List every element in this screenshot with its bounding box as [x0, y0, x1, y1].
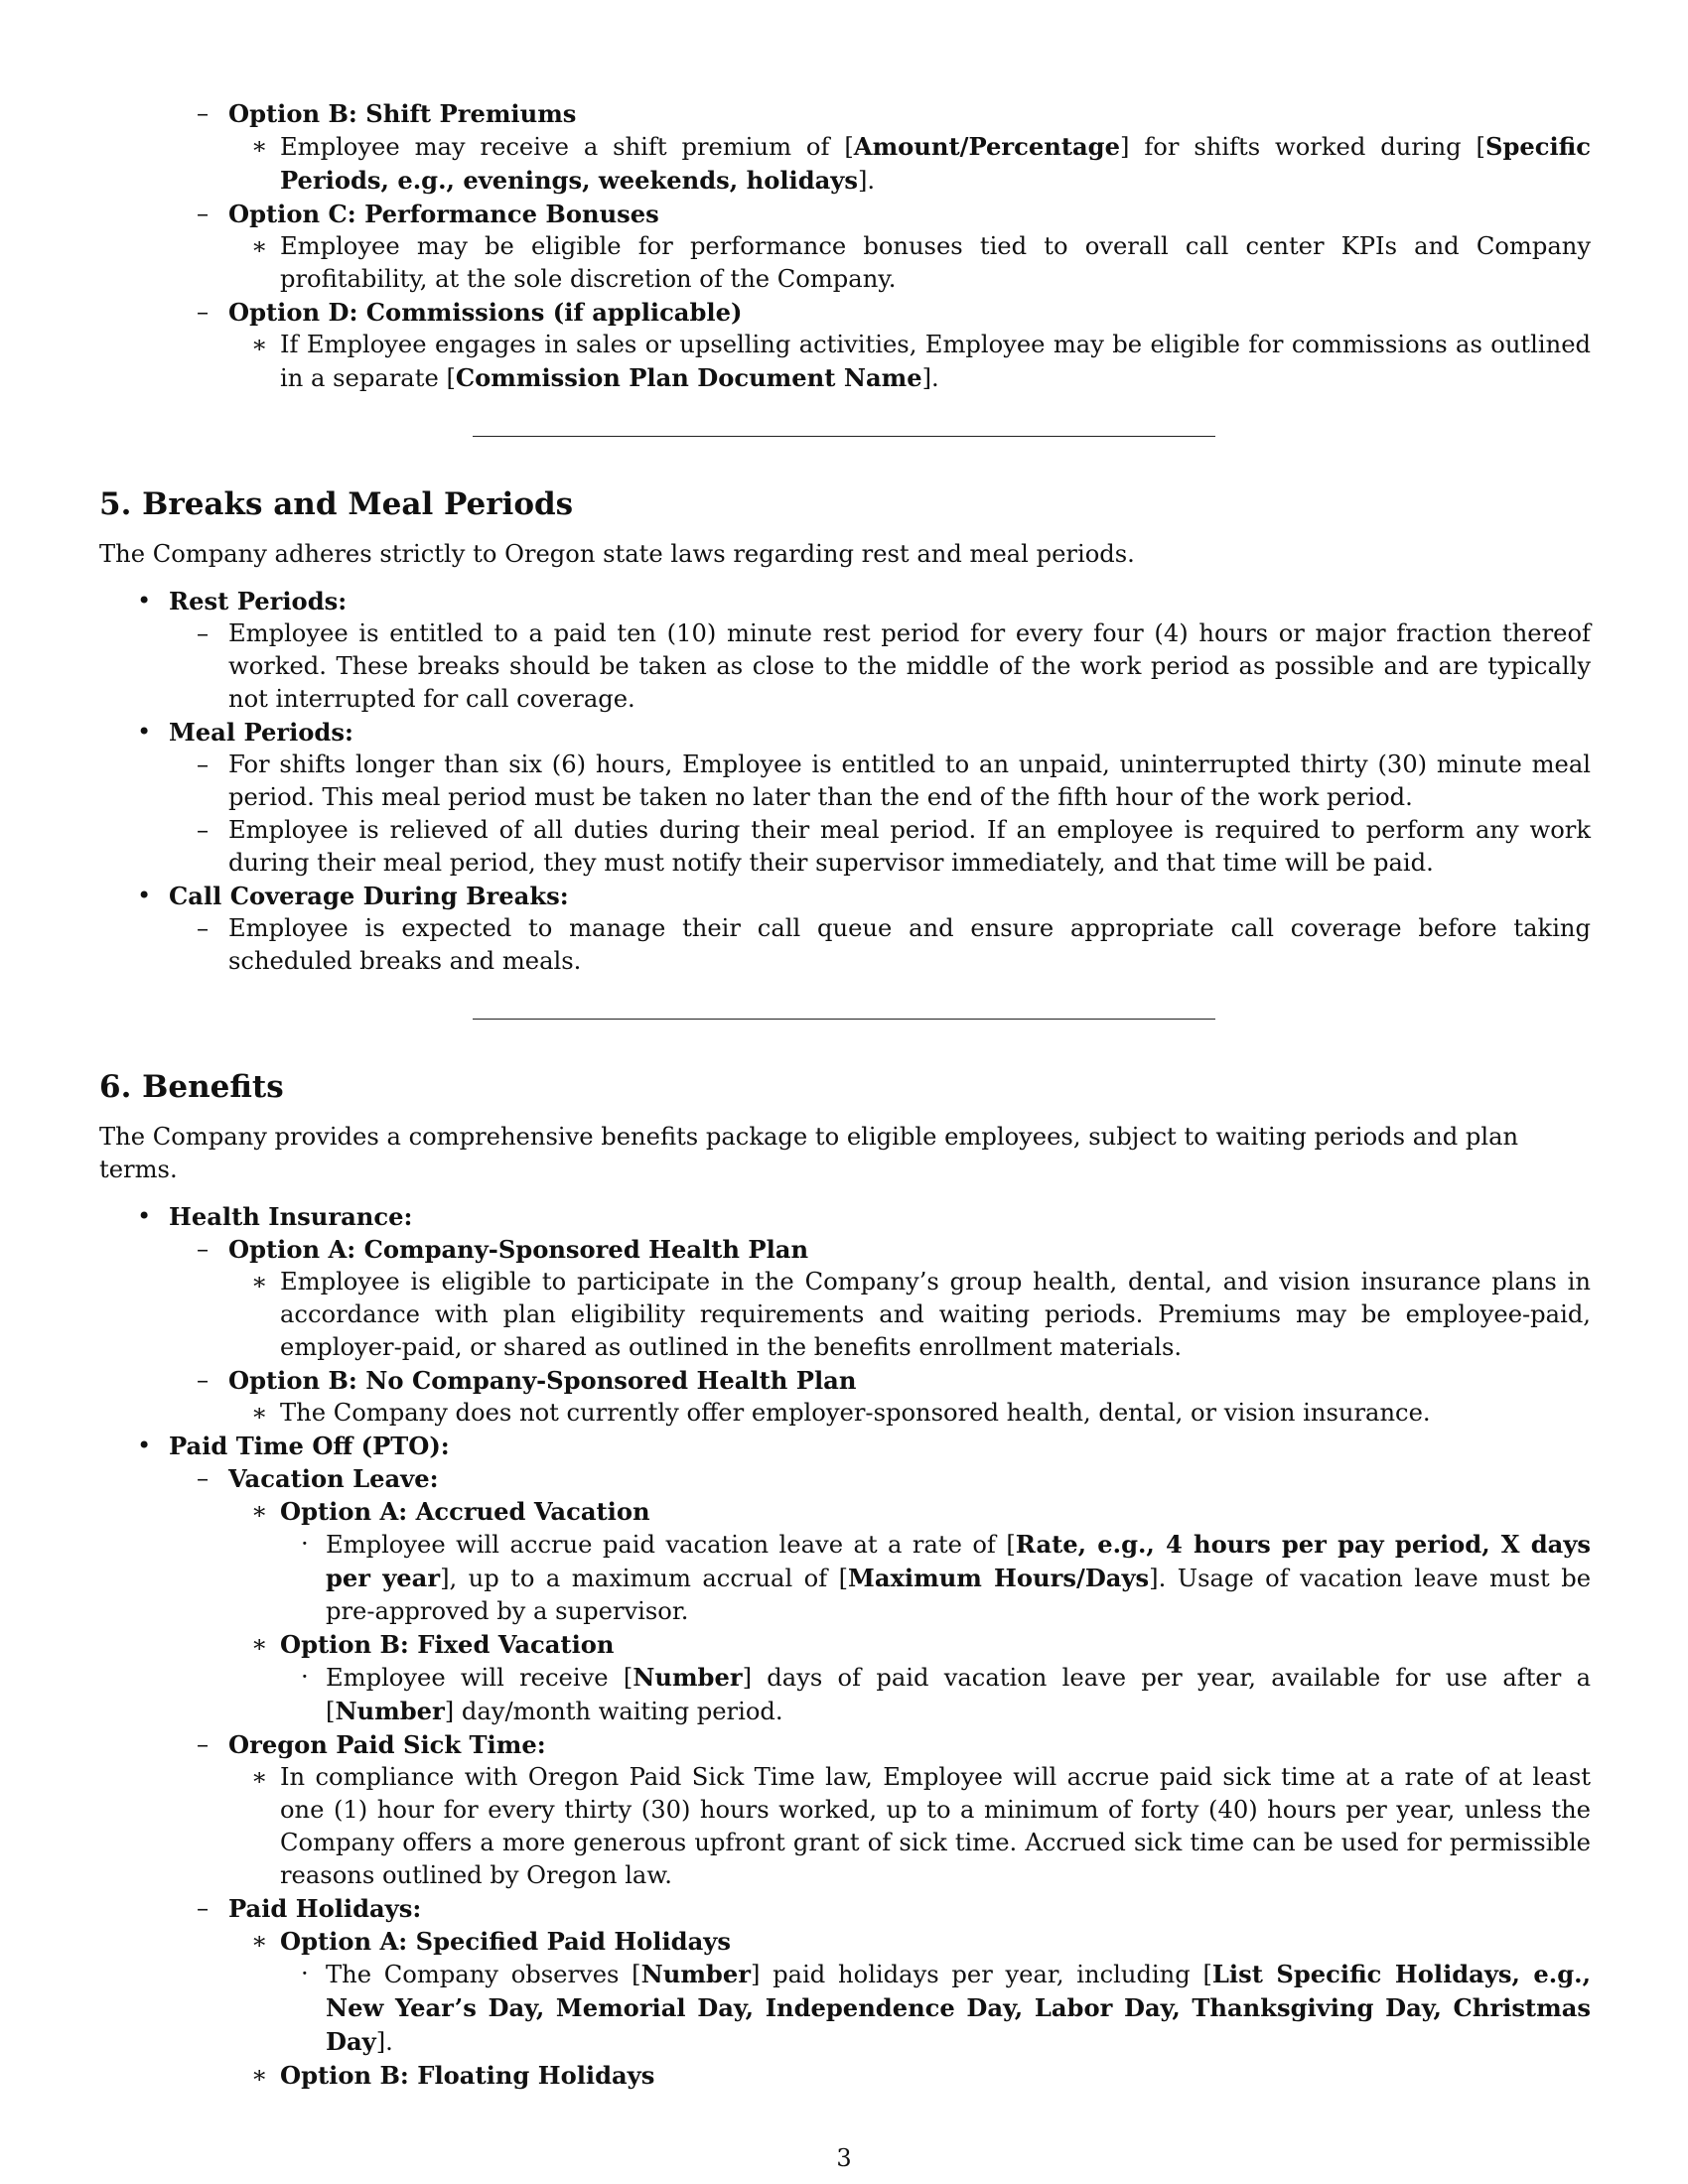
dash-marker: –: [197, 619, 210, 647]
star-marker: ∗: [251, 132, 268, 160]
item-text: For shifts longer than six (6) hours, Employee is entitled to an unpaid, uninterrupted thirty (30) minute meal period. This meal period must be taken no later than the end of the fifth hour of the work period.: [228, 751, 1591, 811]
dash-marker: –: [197, 1366, 210, 1394]
call-coverage-detail: [99, 912, 1591, 978]
section-divider: [473, 1019, 1215, 1020]
option-title: Option A: Company-Sponsored Health Plan: [228, 1235, 809, 1264]
dash-marker: –: [197, 99, 210, 127]
star-marker: ∗: [251, 1497, 268, 1525]
vacation-option-b: [99, 1628, 1591, 1661]
rest-periods-detail: [99, 617, 1591, 716]
holidays-option-a-text: [99, 1958, 1591, 2059]
health-option-b: [99, 1364, 1591, 1397]
item-label: Oregon Paid Sick Time:: [228, 1730, 546, 1759]
dash-marker: –: [197, 914, 210, 942]
star-marker: ∗: [251, 1268, 268, 1296]
item-label: Meal Periods:: [169, 718, 353, 747]
star-marker: ∗: [251, 331, 268, 358]
option-d-commissions: [99, 296, 1591, 329]
oregon-sick-time-text: [99, 1761, 1591, 1892]
item-text: Employee is eligible to participate in the Company’s group health, dental, and vision insurance plans in accordance with plan eligibility requirements and waiting periods. Premiums may be employee-paid, employer-paid, or shared as outlined in the benefits enrollment materials.: [280, 1268, 1591, 1361]
pto-item: [99, 1430, 1591, 1462]
option-title: Option B: No Company-Sponsored Health Plan: [228, 1366, 857, 1395]
star-marker: ∗: [251, 2061, 268, 2089]
holidays-option-a: [99, 1925, 1591, 1958]
paid-holidays: [99, 1892, 1591, 1925]
option-title: Option A: Specified Paid Holidays: [280, 1927, 731, 1956]
item-text: The Company observes [Number] paid holidays per year, including [List Specific Holidays, e.g., New Year’s Day, Memorial Day, Independence Day, Labor Day, Thanksgiving Day, Christmas Day].: [326, 1960, 1591, 2056]
item-text: In compliance with Oregon Paid Sick Time law, Employee will accrue paid sick time at a rate of at least one (1) hour for every thirty (30) hours worked, up to a minimum of forty (40) hours per year, unless the Company offers a more generous upfront grant of sick time. Accrued sick time can be used for permissible reasons outlined by Oregon law.: [280, 1763, 1591, 1889]
bullet-marker: •: [137, 1432, 152, 1459]
meal-periods-item: [99, 716, 1591, 749]
option-b-shift-premiums: [99, 97, 1591, 130]
dash-marker: –: [197, 1894, 210, 1922]
holidays-option-b: [99, 2059, 1591, 2092]
item-label: Rest Periods:: [169, 587, 348, 615]
meal-periods-detail-1: [99, 749, 1591, 814]
section-divider: [473, 436, 1215, 437]
option-title: Option B: Shift Premiums: [228, 99, 577, 128]
bullet-marker: •: [137, 1202, 152, 1230]
dash-marker: –: [197, 816, 210, 844]
star-marker: ∗: [251, 232, 268, 260]
dash-marker: –: [197, 200, 210, 227]
dash-marker: –: [197, 1235, 210, 1263]
star-marker: ∗: [251, 1927, 268, 1955]
item-text: Employee will receive [Number] days of paid vacation leave per year, available for use after a [Number] day/month waiting period.: [326, 1663, 1591, 1725]
item-text: The Company does not currently offer employer-sponsored health, dental, or vision insurance.: [280, 1399, 1431, 1427]
dash-marker: –: [197, 751, 210, 778]
item-label: Call Coverage During Breaks:: [169, 882, 569, 910]
item-text: Employee is relieved of all duties during their meal period. If an employee is required to perform any work during their meal period, they must notify their supervisor immediately, and that time will be paid.: [228, 816, 1591, 877]
item-label: Paid Holidays:: [228, 1894, 422, 1923]
option-title: Option A: Accrued Vacation: [280, 1497, 650, 1526]
vacation-leave: [99, 1462, 1591, 1495]
dash-marker: –: [197, 298, 210, 326]
vacation-option-a-text: [99, 1528, 1591, 1628]
item-label: Vacation Leave:: [228, 1464, 439, 1493]
bullet-marker: •: [137, 587, 152, 614]
item-label: Health Insurance:: [169, 1202, 413, 1231]
bullet-marker: •: [137, 882, 152, 909]
shift-premium-item: [99, 130, 1591, 198]
oregon-sick-time: [99, 1728, 1591, 1761]
vacation-option-a: [99, 1495, 1591, 1528]
section-5-heading: 5. Breaks and Meal Periods: [99, 486, 574, 522]
item-text: Employee is expected to manage their call queue and ensure appropriate call coverage before taking scheduled breaks and meals.: [228, 914, 1591, 975]
item-text: Employee is entitled to a paid ten (10) minute rest period for every four (4) hours or major fraction thereof worked. These breaks should be taken as close to the middle of the work period as possible and are typically not interrupted for call coverage.: [228, 619, 1591, 713]
meal-periods-detail-2: [99, 814, 1591, 880]
option-title: Option D: Commissions (if applicable): [228, 298, 743, 327]
item-label: Paid Time Off (PTO):: [169, 1432, 450, 1460]
performance-bonus-item: [99, 230, 1591, 296]
dash-marker: –: [197, 1464, 210, 1492]
option-c-performance-bonuses: [99, 198, 1591, 230]
star-marker: ∗: [251, 1399, 268, 1427]
rest-periods-item: [99, 585, 1591, 617]
page-number: 3: [836, 2144, 852, 2172]
health-insurance-item: [99, 1200, 1591, 1233]
option-title: Option B: Fixed Vacation: [280, 1630, 615, 1659]
item-text: If Employee engages in sales or upselling activities, Employee may be eligible for commissions as outlined in a separate [Commission Plan Document Name].: [280, 331, 1591, 392]
dot-marker: ·: [301, 1530, 309, 1558]
vacation-option-b-text: [99, 1661, 1591, 1728]
star-marker: ∗: [251, 1630, 268, 1658]
item-text: Employee will accrue paid vacation leave at a rate of [Rate, e.g., 4 hours per pay period, X days per year], up to a maximum accrual of [Maximum Hours/Days]. Usage of vacation leave must be pre-approved by a supervisor.: [326, 1530, 1592, 1625]
commissions-item: [99, 329, 1591, 395]
health-option-a-text: [99, 1266, 1591, 1364]
option-title: Option B: Floating Holidays: [280, 2061, 655, 2090]
dash-marker: –: [197, 1730, 210, 1758]
section-6-heading: 6. Benefits: [99, 1069, 284, 1105]
star-marker: ∗: [251, 1763, 268, 1791]
document-page: [99, 97, 1591, 2092]
option-title: Option C: Performance Bonuses: [228, 200, 659, 228]
section-6-intro: The Company provides a comprehensive benefits package to eligible employees, subject to waiting periods and plan terms.: [99, 1123, 1519, 1183]
call-coverage-item: [99, 880, 1591, 912]
bullet-marker: •: [137, 718, 152, 746]
section-5-intro: The Company adheres strictly to Oregon state laws regarding rest and meal periods.: [99, 540, 1135, 568]
dot-marker: ·: [301, 1960, 309, 1987]
item-text: Employee may receive a shift premium of [Amount/Percentage] for shifts worked during [Specific Periods, e.g., evenings, weekends, holidays].: [280, 132, 1591, 195]
dot-marker: ·: [301, 1663, 309, 1691]
health-option-b-text: [99, 1397, 1591, 1430]
item-text: Employee may be eligible for performance bonuses tied to overall call center KPIs and Company profitability, at the sole discretion of the Company.: [280, 232, 1591, 293]
health-option-a: [99, 1233, 1591, 1266]
